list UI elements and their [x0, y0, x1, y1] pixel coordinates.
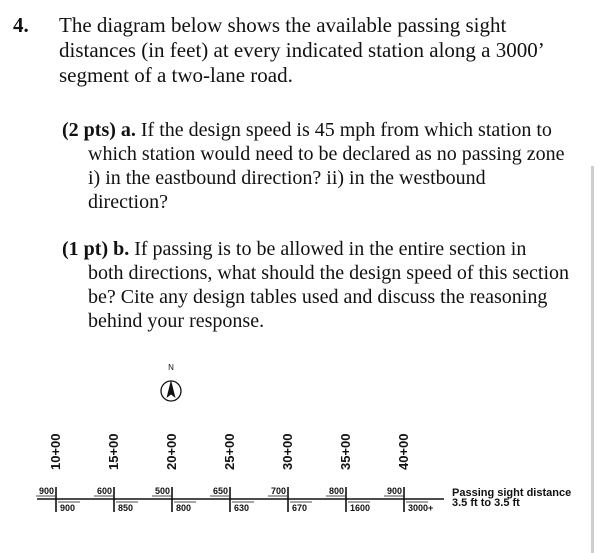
legend-title: Passing sight distance: [452, 487, 572, 499]
station-label: 20+00: [164, 433, 179, 470]
part-a-line: direction?: [88, 191, 168, 213]
part-a-line: which station would need to be declared as no passing zone: [88, 143, 565, 165]
part-a-line: If the design speed is 45 mph from which station to: [140, 119, 552, 141]
north-arrow-icon: [161, 363, 181, 401]
station-label: 40+00: [396, 433, 411, 470]
bottom-sight-distance: 630: [234, 503, 250, 513]
top-sight-distance: 500: [154, 486, 170, 496]
bottom-sight-distance: 670: [292, 503, 308, 513]
station-label: 15+00: [106, 433, 121, 470]
legend-subtitle: 3.5 ft to 3.5 ft: [452, 497, 520, 509]
part-b-line: both directions, what should the design speed of this section: [88, 262, 570, 284]
stem-line: The diagram below shows the available passing sight: [59, 13, 507, 37]
question-number: 4.: [13, 13, 29, 37]
part-b-line: behind your response.: [88, 310, 265, 332]
bottom-sight-distance: 850: [118, 503, 134, 513]
station-label: 35+00: [338, 433, 353, 470]
stem-line: segment of a two-lane road.: [59, 63, 293, 87]
stations-group: [36, 433, 433, 513]
top-sight-distance: 800: [328, 486, 344, 496]
part-a-line: i) in the eastbound direction? ii) in the westbound: [88, 167, 486, 189]
top-sight-distance: 650: [212, 486, 228, 496]
part-b-label: (1 pt) b.: [62, 238, 130, 260]
top-sight-distance: 900: [38, 486, 54, 496]
part-b-line: If passing is to be allowed in the entire section in: [134, 238, 527, 260]
bottom-sight-distance: 900: [60, 503, 76, 513]
station-label: 10+00: [48, 433, 63, 470]
top-sight-distance: 600: [96, 486, 112, 496]
bottom-sight-distance: 800: [176, 503, 192, 513]
bottom-sight-distance: 3000+: [408, 503, 434, 513]
bottom-sight-distance: 1600: [350, 503, 371, 513]
part-a-label: (2 pts) a.: [62, 119, 136, 141]
north-label: N: [168, 363, 174, 372]
top-sight-distance: 700: [270, 486, 286, 496]
top-sight-distance: 900: [386, 486, 402, 496]
part-b-line: be? Cite any design tables used and discuss the reasoning: [88, 286, 548, 308]
stem-line: distances (in feet) at every indicated station along a 3000’: [59, 38, 545, 62]
station-label: 30+00: [280, 433, 295, 470]
station-label: 25+00: [222, 433, 237, 470]
